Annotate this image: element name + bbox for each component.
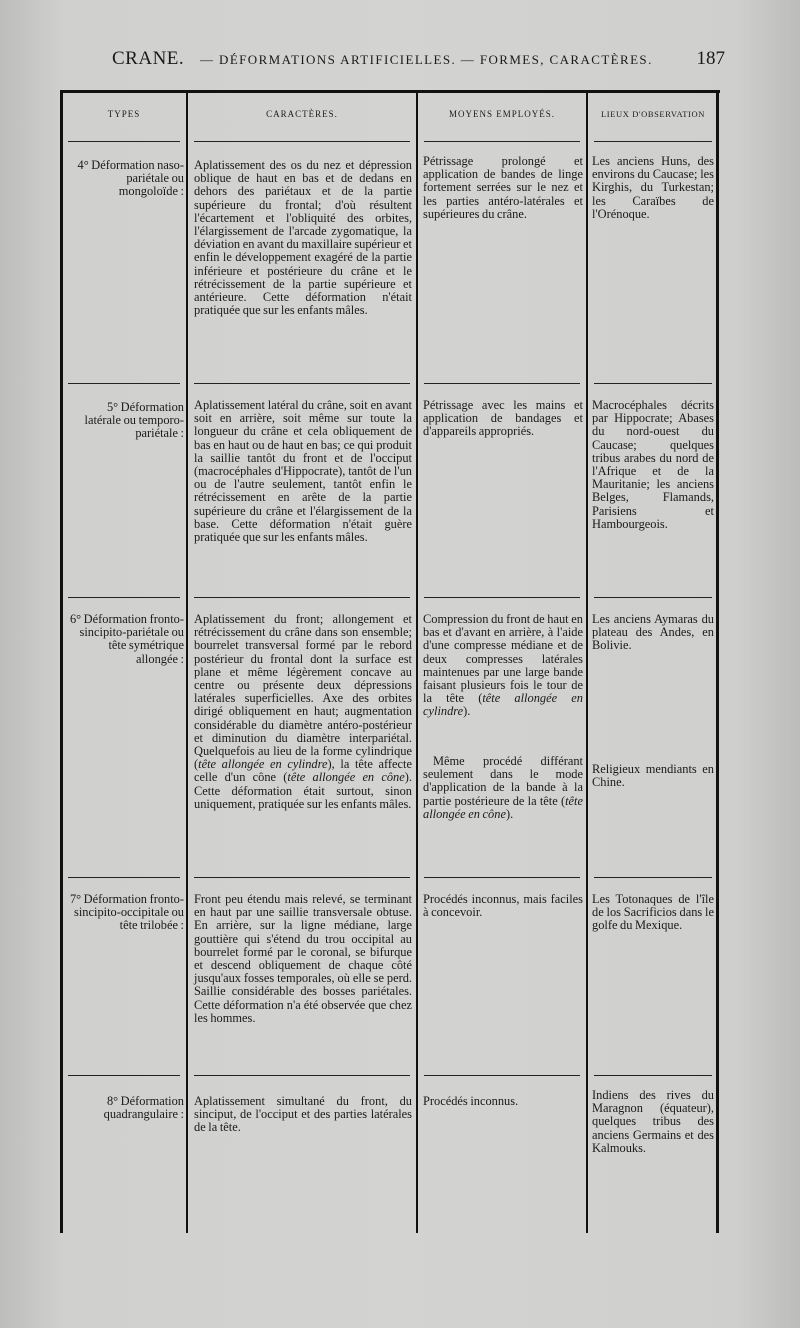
text-run: ). Cette déformation était surtout, sinon uniquement, pratiquée sur les enfants mâles.	[194, 770, 412, 811]
row-type: 7° Déformation fronto-sincipito-occipitale ou tête trilobée :	[69, 892, 184, 933]
chapter-title: CRANE.	[112, 48, 185, 69]
row-rule	[194, 877, 410, 878]
row-moyens: Pétrissage avec les mains et application de bandages et d'appareils appropriés.	[423, 398, 583, 439]
row-rule	[68, 1075, 180, 1076]
column-header-lieux: LIEUX D'OBSERVATION	[601, 109, 705, 119]
row-lieux: Indiens des rives du Maragnon (équateur), quelques tribus des anciens Germains et des Kalmouks.	[592, 1088, 714, 1155]
row-moyens: Procédés inconnus, mais faciles à concevoir.	[423, 892, 583, 920]
row-rule	[68, 383, 180, 384]
text-run: Aplatissement du front; allongement et rétrécissement du crâne dans son ensemble; bourrelet transversal formé par le rebord postérieur du frontal dont la surface est plane et même légèrement concave au centre ou présente deux dépressions latérales superficielles. Axe des orbites dirigé obliquement en haut; augmentation considérable du diamètre antéro-postérieur et diminution du diamètre interpariétal. Quelquefois au lieu de la forme cylindrique (	[194, 612, 412, 772]
italic-term: tête allongée en cône	[287, 770, 405, 785]
column-header-caracteres: CARACTÈRES.	[266, 109, 338, 119]
row-caracteres	[194, 613, 412, 811]
row-rule	[594, 1075, 712, 1076]
row-moyens: Procédés inconnus.	[423, 1094, 519, 1108]
row-lieux: Les anciens Aymaras du plateau des Andes, en Bolivie.	[592, 612, 714, 653]
row-type: 8° Déformation quadrangulaire :	[103, 1094, 184, 1122]
column-rule	[186, 93, 188, 1233]
row-rule	[424, 597, 580, 598]
column-rule	[716, 93, 719, 1233]
text-run: ).	[505, 806, 514, 821]
page-number: 187	[696, 48, 725, 69]
italic-term: tête allongée en cylindre	[198, 757, 328, 772]
row-lieux: Les anciens Huns, des environs du Caucase; les Kirghis, du Turkestan; les Caraïbes de l'Orénoque.	[592, 154, 714, 221]
header-rule	[194, 141, 410, 142]
row-rule	[68, 877, 180, 878]
row-moyens	[423, 613, 583, 719]
row-rule	[194, 1075, 410, 1076]
column-rule	[60, 93, 63, 1233]
column-rule	[416, 93, 418, 1233]
row-rule	[594, 597, 712, 598]
row-rule	[424, 877, 580, 878]
row-moyens: Pétrissage prolongé et application de bandes de linge fortement serrées sur le nez et les parties antéro-latérales et supérieures du crâne.	[423, 154, 583, 221]
row-moyens-variant	[423, 755, 583, 821]
header-rule	[424, 141, 580, 142]
row-rule	[424, 1075, 580, 1076]
running-head	[60, 48, 725, 74]
text-run: Compression du front de haut en bas et d'avant en arrière, à l'aide d'une compresse médiane et de deux compresses latérales maintenues par une large bande faisant plusieurs fois le tour de la tête (	[423, 612, 583, 706]
row-lieux: Macrocéphales décrits par Hippocrate; Abases du nord-ouest du Caucase; quelques tribus arabes du nord de l'Afrique et de la Mauritanie; les anciens Belges, Flamands, Parisiens et Hambourgeois.	[592, 398, 714, 531]
row-caracteres: Aplatissement simultané du front, du sinciput, de l'occiput et des parties latérales de la tête.	[194, 1094, 412, 1135]
column-header-moyens: MOYENS EMPLOYÉS.	[448, 109, 555, 119]
row-rule	[194, 597, 410, 598]
column-rule	[586, 93, 588, 1233]
row-rule	[68, 597, 180, 598]
row-lieux-variant: Religieux mendiants en Chine.	[592, 762, 714, 790]
row-rule	[594, 383, 712, 384]
text-run: Même procédé différant seulement dans le mode d'application de la bande à la partie postérieure de la tête (	[423, 754, 583, 808]
row-type: 5° Déformation latérale ou temporo-pariétale :	[84, 400, 184, 441]
header-rule	[68, 141, 180, 142]
row-lieux: Les Totonaques de l'île de los Sacrificios dans le golfe du Mexique.	[592, 892, 714, 933]
section-title: — DÉFORMATIONS ARTIFICIELLES. — FORMES, CARACTÈRES.	[200, 52, 653, 67]
row-type: 6° Déformation fronto-sincipito-pariétale ou tête symétrique allongée :	[69, 612, 184, 666]
italic-term: tête allongée en cylindre	[423, 691, 583, 719]
row-caracteres: Front peu étendu mais relevé, se terminant en haut par une saillie transversale obtuse. En arrière, sur la ligne médiane, large gouttière qui s'étend du trou occipital au bourrelet formé par le coronal, se bifurque et descend obliquement de chaque côté jusqu'aux fosses temporales, où elle se perd. Saillie considérable des bosses pariétales. Cette déformation n'a été observée que chez les hommes.	[194, 892, 412, 1025]
header-rule	[594, 141, 712, 142]
deformation-table	[60, 90, 720, 1233]
text-run: ).	[463, 704, 471, 719]
row-rule	[194, 383, 410, 384]
column-header-types: TYPES	[107, 109, 141, 119]
row-caracteres: Aplatissement latéral du crâne, soit en avant soit en arrière, soit même sur toute la longueur du crâne et cela obliquement de bas en haut ou de haut en bas; ce qui produit la saillie tantôt du front et de l'occiput (macrocéphales d'Hippocrate), tantôt de l'un ou de l'autre seulement, tantôt enfin le rétrécissement en arête de la partie supérieure du crâne et l'élargissement de la base. Cette déformation n'était guère pratiquée que sur les enfants mâles.	[194, 398, 412, 545]
row-rule	[594, 877, 712, 878]
italic-term: tête allongée en cône	[423, 793, 583, 821]
text-run: ), la tête affecte celle d'un cône (	[194, 757, 412, 785]
row-type: 4° Déformation naso-pariétale ou mongoloïde :	[77, 158, 184, 199]
row-caracteres: Aplatissement des os du nez et dépression oblique de haut en bas et de dedans en dehors des pariétaux et de la partie supérieure du frontal; d'où résultent l'écartement et l'obliquité des orbites, l'élargissement de l'arcade zygomatique, la déviation en avant du maxillaire supérieur et enfin le développement exagéré de la partie inférieure et postérieure du crâne et le rétrécissement de la partie supérieure et antérieure. Cette déformation n'était pratiquée que sur les enfants mâles.	[194, 158, 412, 318]
row-rule	[424, 383, 580, 384]
